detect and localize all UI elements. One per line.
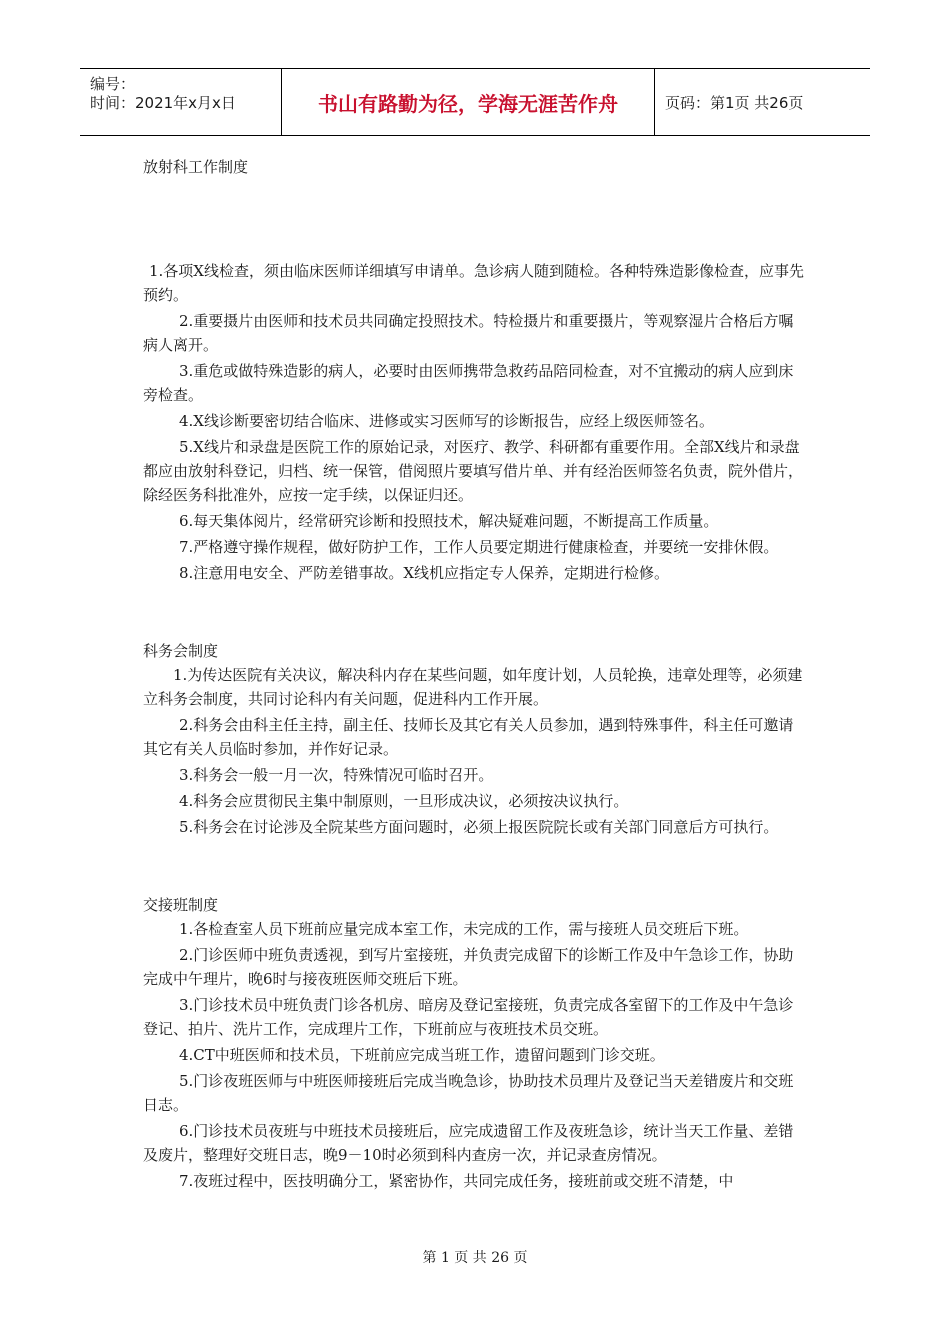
- paragraph: 4.CT中班医师和技术员，下班前应完成当班工作，遗留问题到门诊交班。: [179, 1046, 665, 1064]
- section-spacer: [143, 587, 808, 639]
- section-title: 科务会制度: [143, 642, 219, 660]
- section-title: 放射科工作制度: [143, 158, 249, 176]
- header-page-info: 页码：第1页 共26页: [665, 93, 804, 112]
- page-header: [80, 68, 870, 136]
- paragraph: 4.X线诊断要密切结合临床、进修或实习医师写的诊断报告，应经上级医师签名。: [179, 412, 714, 430]
- paragraph: 5.X线片和录盘是医院工作的原始记录，对医疗、教学、科研都有重要作用。全部X线片和录盘都应由放射科登记，归档、统一保管，借阅照片要填写借片单、并有经治医师签名负责，院外借片，除经医务科批准外，应按一定手续，以保证归还。: [143, 438, 804, 504]
- paragraph: 1.各项X线检查，须由临床医师详细填写申请单。急诊病人随到随检。各种特殊造影像检查，应事先预约。: [143, 262, 804, 304]
- paragraph: 2.重要摄片由医师和技术员共同确定投照技术。特检摄片和重要摄片，等观察湿片合格后方嘱病人离开。: [143, 312, 794, 354]
- paragraph: 7.夜班过程中，医技明确分工，紧密协作，共同完成任务，接班前或交班不清楚，中: [179, 1172, 734, 1190]
- paragraph: 6.门诊技术员夜班与中班技术员接班后，应完成遗留工作及夜班急诊，统计当天工作量、差错及废片，整理好交班日志，晚9－10时必须到科内查房一次，并记录查房情况。: [143, 1122, 794, 1164]
- paragraph: 3.门诊技术员中班负责门诊各机房、暗房及登记室接班，负责完成各室留下的工作及中午急诊登记、拍片、洗片工作，完成理片工作，下班前应与夜班技术员交班。: [143, 996, 794, 1038]
- paragraph: 5.科务会在讨论涉及全院某些方面问题时，必须上报医院院长或有关部门同意后方可执行。: [179, 818, 779, 836]
- page-footer: 第 1 页 共 26 页: [422, 1250, 528, 1266]
- paragraph: 6.每天集体阅片，经常研究诊断和投照技术，解决疑难问题，不断提高工作质量。: [179, 512, 719, 530]
- paragraph: 1.各检查室人员下班前应量完成本室工作，未完成的工作，需与接班人员交班后下班。: [179, 920, 749, 938]
- paragraph: 3.重危或做特殊造影的病人，必要时由医师携带急救药品陪同检查，对不宜搬动的病人应到床旁检查。: [143, 362, 794, 404]
- paragraph: 5.门诊夜班医师与中班医师接班后完成当晚急诊，协助技术员理片及登记当天差错废片和交班日志。: [143, 1072, 794, 1114]
- paragraph: 7.严格遵守操作规程，做好防护工作，工作人员要定期进行健康检查，并要统一安排休假。: [179, 538, 779, 556]
- paragraph: 2.门诊医师中班负责透视，到写片室接班，并负责完成留下的诊断工作及中午急诊工作，协助完成中午理片，晚6时与接夜班医师交班后下班。: [143, 946, 794, 988]
- document-body: [143, 155, 808, 1195]
- header-motto: 书山有路勤为径，学海无涯苦作舟: [282, 69, 655, 135]
- header-date: 时间：2021年x月x日: [90, 94, 236, 112]
- section-title: 交接班制度: [143, 896, 219, 914]
- paragraph: 2.科务会由科主任主持，副主任、技师长及其它有关人员参加，遇到特殊事件，科主任可邀请其它有关人员临时参加，并作好记录。: [143, 716, 794, 758]
- paragraph: 8.注意用电安全、严防差错事故。X线机应指定专人保养，定期进行检修。: [179, 564, 669, 582]
- paragraph: 3.科务会一般一月一次，特殊情况可临时召开。: [179, 766, 494, 784]
- paragraph: 1.为传达医院有关决议，解决科内存在某些问题，如年度计划，人员轮换，违章处理等，必须建立科务会制度，共同讨论科内有关问题，促进科内工作开展。: [143, 666, 803, 708]
- header-meta: [80, 69, 282, 135]
- section-spacer: [143, 841, 808, 893]
- header-code: 编号：: [90, 75, 136, 93]
- paragraph: 4.科务会应贯彻民主集中制原则，一旦形成决议，必须按决议执行。: [179, 792, 629, 810]
